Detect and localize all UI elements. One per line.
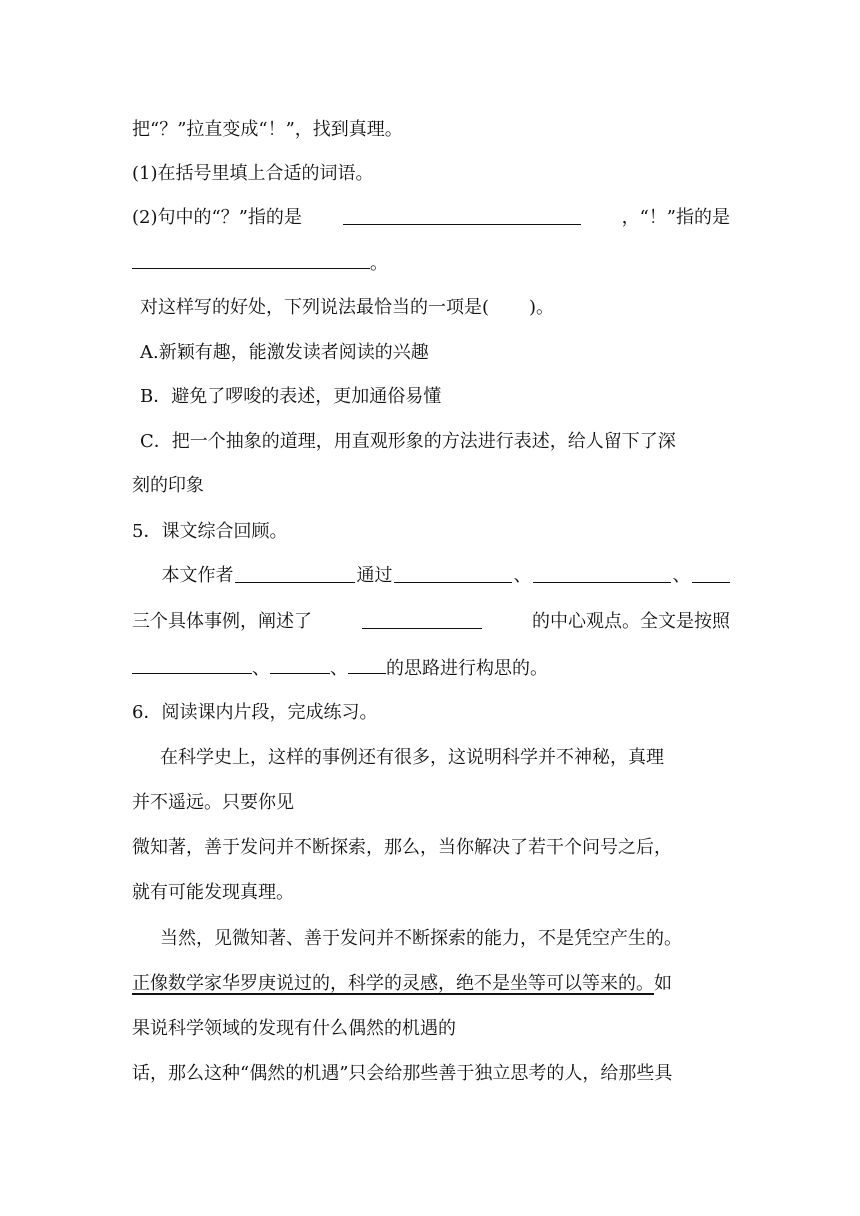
prompt-end: )。 xyxy=(529,297,555,318)
option-a: A.新颖有趣，能激发读者阅读的兴趣 xyxy=(140,342,429,363)
question-5-line-2 xyxy=(132,610,730,634)
question-1-prompt: (1)在括号里填上合适的词语。 xyxy=(132,163,374,184)
question-5-line-3 xyxy=(132,655,548,679)
question-6-heading: 6．阅读课内片段，完成练习。 xyxy=(132,702,378,723)
structure-blank-2[interactable] xyxy=(270,655,330,674)
underlined-sentence: 正像数学家华罗庚说过的，科学的灵感，绝不是坐等可以等来的。 xyxy=(132,973,654,994)
example-blank-2[interactable] xyxy=(533,564,671,583)
option-c: C．把一个抽象的道理，用直观形象的方法进行表述，给人留下了深 xyxy=(140,431,676,452)
q5-text-c: 三个具体事例，阐述了 xyxy=(132,611,312,632)
structure-blank-3[interactable] xyxy=(348,655,386,674)
example-blank-1[interactable] xyxy=(394,564,512,583)
q5-text-e: 的思路进行构思的。 xyxy=(386,658,548,679)
passage-line: 并不遥远。只要你见 xyxy=(132,792,294,813)
q2-text-a: (2)句中的“？”指的是 xyxy=(132,207,302,228)
answer-blank[interactable] xyxy=(132,250,370,269)
author-blank[interactable] xyxy=(235,564,355,583)
passage-line xyxy=(132,972,672,996)
question-2-prompt xyxy=(132,206,730,230)
q5-text-d: 的中心观点。全文是按照 xyxy=(532,611,730,632)
passage-line: 微知著，善于发问并不断探索，那么，当你解决了若干个问号之后， xyxy=(132,837,672,858)
viewpoint-blank[interactable] xyxy=(362,610,482,629)
passage-text: 如 xyxy=(654,973,672,994)
answer-line xyxy=(132,250,388,274)
option-b: B．避免了啰唆的表述，更加通俗易懂 xyxy=(140,386,442,407)
passage-line: 在科学史上，这样的事例还有很多，这说明科学并不神秘，真理 xyxy=(160,747,664,768)
answer-blank[interactable] xyxy=(343,206,581,225)
q5-text-b: 通过 xyxy=(356,565,393,586)
text-line: 把“？”拉直变成“！”，找到真理。 xyxy=(132,119,403,140)
q5-text-a: 本文作者 xyxy=(161,565,234,586)
prompt-text: 对这样写的好处，下列说法最恰当的一项是( xyxy=(140,297,490,318)
separator: 、 xyxy=(330,658,348,679)
separator: 、 xyxy=(513,565,532,586)
option-c-continued: 刻的印象 xyxy=(132,475,204,496)
passage-line: 就有可能发现真理。 xyxy=(132,882,294,903)
structure-blank-1[interactable] xyxy=(132,655,252,674)
passage-line: 果说科学领域的发现有什么偶然的机遇的 xyxy=(132,1018,456,1039)
example-blank-3[interactable] xyxy=(692,564,730,583)
separator: 、 xyxy=(252,658,270,679)
q2-text-b: ，“！”指的是 xyxy=(621,207,730,228)
passage-line: 话，那么这种“偶然的机遇”只会给那些善于独立思考的人，给那些具 xyxy=(132,1063,673,1084)
passage-line: 当然，见微知著、善于发问并不断探索的能力，不是凭空产生的。 xyxy=(160,928,682,949)
separator: 、 xyxy=(672,565,691,586)
period: 。 xyxy=(370,253,388,274)
question-5-line-1 xyxy=(132,564,730,588)
question-5-heading: 5．课文综合回顾。 xyxy=(132,521,288,542)
choice-question-prompt xyxy=(140,296,554,320)
